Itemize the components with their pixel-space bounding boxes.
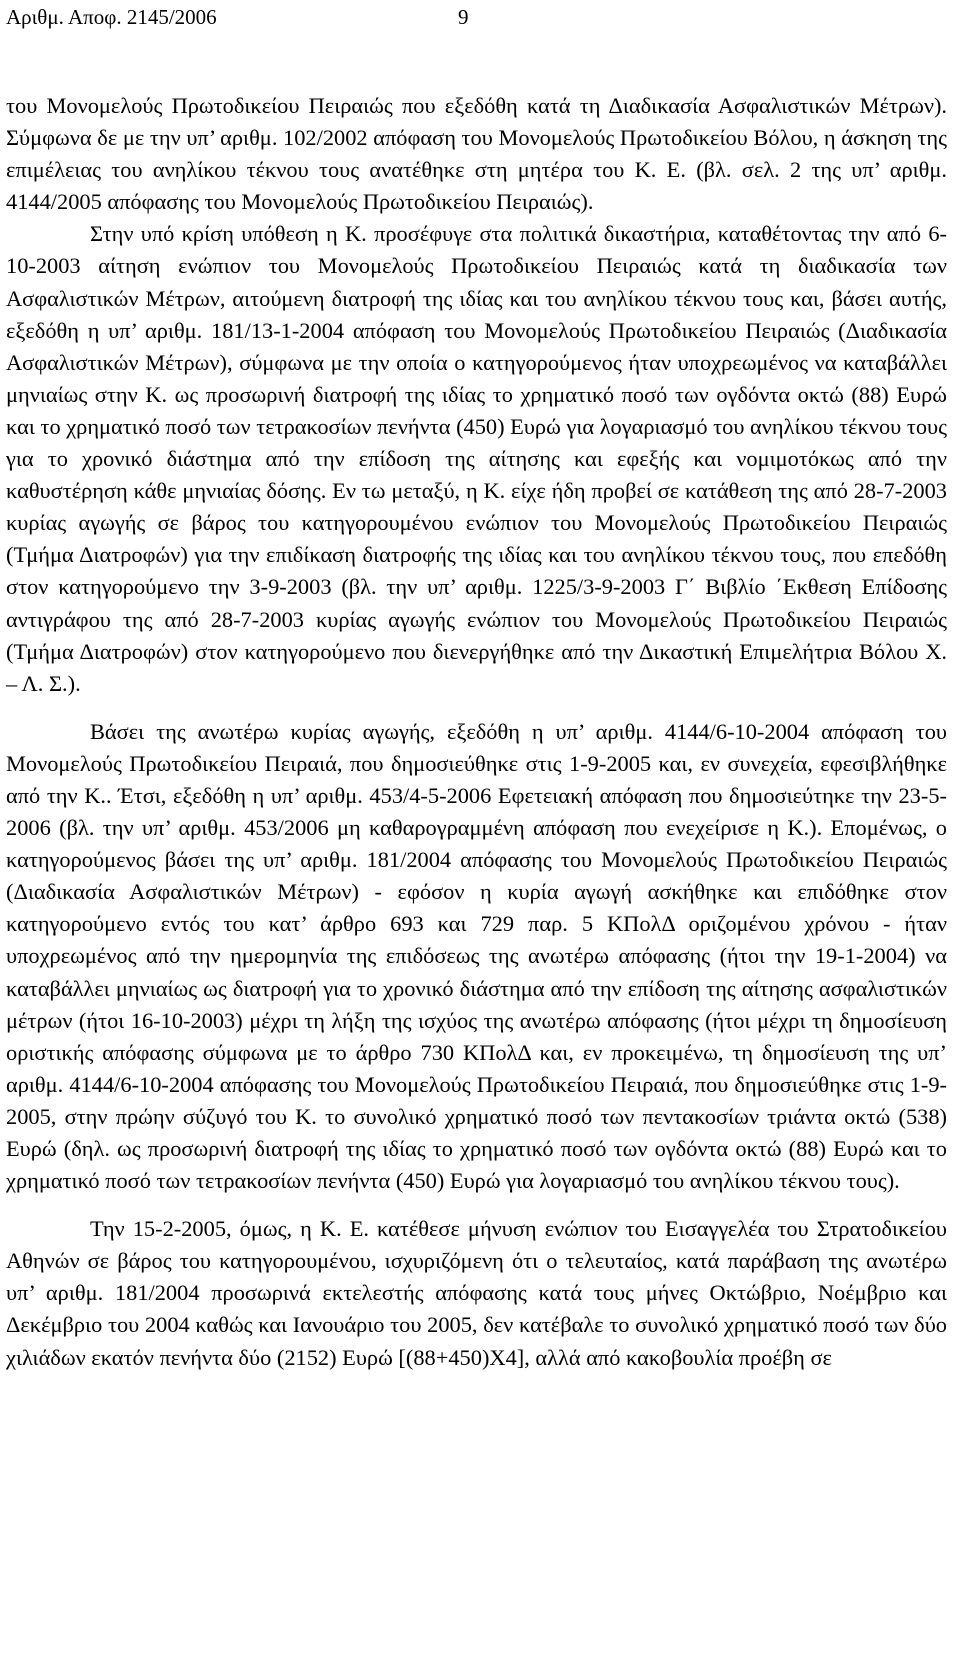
document-body xyxy=(6,90,947,1374)
paragraph: Την 15-2-2005, όμως, η Κ. Ε. κατέθεσε μήνυση ενώπιον του Εισαγγελέα του Στρατοδικείου Αθηνών σε βάρος του κατηγορουμένου, ισχυριζόμενη ότι ο τελευταίος, κατά παράβαση της ανωτέρω υπ’ αριθμ. 181/2004 προσωρινά εκτελεστής απόφασης κατά τους μήνες Οκτώβριο, Νοέμβριο και Δεκέμβριο του 2004 καθώς και Ιανουάριο του 2005, δεν κατέβαλε το συνολικό χρηματικό ποσό των δύο χιλιάδων εκατόν πενήντα δύο (2152) Ευρώ [(88+450)Χ4], αλλά από κακοβουλία προέβη σε xyxy=(6,1216,947,1370)
paragraph: του Μονομελούς Πρωτοδικείου Πειραιώς που εξεδόθη κατά τη Διαδικασία Ασφαλιστικών Μέτρων). Σύμφωνα δε με την υπ’ αριθμ. 102/2002 απόφαση του Μονομελούς Πρωτοδικείου Βόλου, η άσκηση της επιμέλειας του ανηλίκου τέκνου τους ανατέθηκε στη μητέρα του Κ. Ε. (βλ. σελ. 2 της υπ’ αριθμ. 4144/2005 απόφασης του Μονομελούς Πρωτοδικείου Πειραιώς). xyxy=(6,93,947,215)
paragraph: Βάσει της ανωτέρω κυρίας αγωγής, εξεδόθη η υπ’ αριθμ. 4144/6-10-2004 απόφαση του Μονομελούς Πρωτοδικείου Πειραιά, που δημοσιεύθηκε στις 1-9-2005 και, εν συνεχεία, εφεσιβλήθηκε από την Κ.. Έτσι, εξεδόθη η υπ’ αριθμ. 453/4-5-2006 Εφετειακή απόφαση που δημοσιεύτηκε την 23-5-2006 (βλ. την υπ’ αριθμ. 453/2006 μη καθαρογραμμένη απόφαση που ενεχείρισε η Κ.). Επομένως, ο κατηγορούμενος βάσει της υπ’ αριθμ. 181/2004 απόφασης του Μονομελούς Πρωτοδικείου Πειραιώς (Διαδικασία Ασφαλιστικών Μέτρων) - εφόσον η κυρία αγωγή ασκήθηκε και επιδόθηκε στον κατηγορούμενο εντός του κατ’ άρθρο 693 και 729 παρ. 5 ΚΠολΔ οριζομένου χρόνου - ήταν υποχρεωμένος από την ημερομηνία της επιδόσεως της ανωτέρω απόφασης (ήτοι την 19-1-2004) να καταβάλλει μηνιαίως ως διατροφή για το χρονικό διάστημα από την επίδοση της αίτησης ασφαλιστικών μέτρων (ήτοι 16-10-2003) μέχρι τη λήξη της ισχύος της ανωτέρω απόφασης (ήτοι μέχρι τη δημοσίευση οριστικής απόφασης σύμφωνα με το άρθρο 730 ΚΠολΔ και, εν προκειμένω, τη δημοσίευση της υπ’ αριθμ. 4144/6-10-2004 απόφασης του Μονομελούς Πρωτοδικείου Πειραιά, που δημοσιεύθηκε στις 1-9-2005, στην πρώην σύζυγό του Κ. το συνολικό χρηματικό ποσό των πεντακοσίων τριάντα οκτώ (538) Ευρώ (δηλ. ως προσωρινή διατροφή της ιδίας το χρηματικό ποσό των ογδόντα οκτώ (88) Ευρώ και το χρηματικό ποσό των τετρακοσίων πενήντα (450) Ευρώ για λογαριασμό του ανηλίκου τέκνου τους). xyxy=(6,718,947,1194)
decision-reference: Αριθμ. Αποφ. 2145/2006 xyxy=(6,5,217,29)
page-header xyxy=(6,2,946,32)
page-number: 9 xyxy=(458,5,469,29)
paragraph: Στην υπό κρίση υπόθεση η Κ. προσέφυγε στα πολιτικά δικαστήρια, καταθέτοντας την από 6-10-2003 αίτηση ενώπιον του Μονομελούς Πρωτοδικείου Πειραιώς κατά τη διαδικασία των Ασφαλιστικών Μέτρων, αιτούμενη διατροφή της ιδίας και του ανηλίκου τέκνου τους και, βάσει αυτής, εξεδόθη η υπ’ αριθμ. 181/13-1-2004 απόφαση του Μονομελούς Πρωτοδικείου Πειραιώς (Διαδικασία Ασφαλιστικών Μέτρων), σύμφωνα με την οποία ο κατηγορούμενος ήταν υποχρεωμένος να καταβάλλει μηνιαίως στην Κ. ως προσωρινή διατροφή της ιδίας το χρηματικό ποσό των ογδόντα οκτώ (88) Ευρώ και το χρηματικό ποσό των τετρακοσίων πενήντα (450) Ευρώ για λογαριασμό του ανηλίκου τέκνου τους για το χρονικό διάστημα από την επίδοση της αίτησης και εφεξής και νομιμοτόκως από την καθυστέρηση κάθε μηνιαίας δόσης. Εν τω μεταξύ, η Κ. είχε ήδη προβεί σε κατάθεση της από 28-7-2003 κυρίας αγωγής σε βάρος του κατηγορουμένου ενώπιον του Μονομελούς Πρωτοδικείου Πειραιώς (Τμήμα Διατροφών) για την επιδίκαση διατροφής της ιδίας και του ανηλίκου τέκνου τους, που επεδόθη στον κατηγορούμενο την 3-9-2003 (βλ. την υπ’ αριθμ. 1225/3-9-2003 Γ΄ Βιβλίο ΄Εκθεση Επίδοσης αντιγράφου της από 28-7-2003 κυρίας αγωγής ενώπιον του Μονομελούς Πρωτοδικείου Πειραιώς (Τμήμα Διατροφών) στον κατηγορούμενο που διενεργήθηκε από την Δικαστική Επιμελήτρια Βόλου Χ. – Λ. Σ.). xyxy=(6,221,947,696)
